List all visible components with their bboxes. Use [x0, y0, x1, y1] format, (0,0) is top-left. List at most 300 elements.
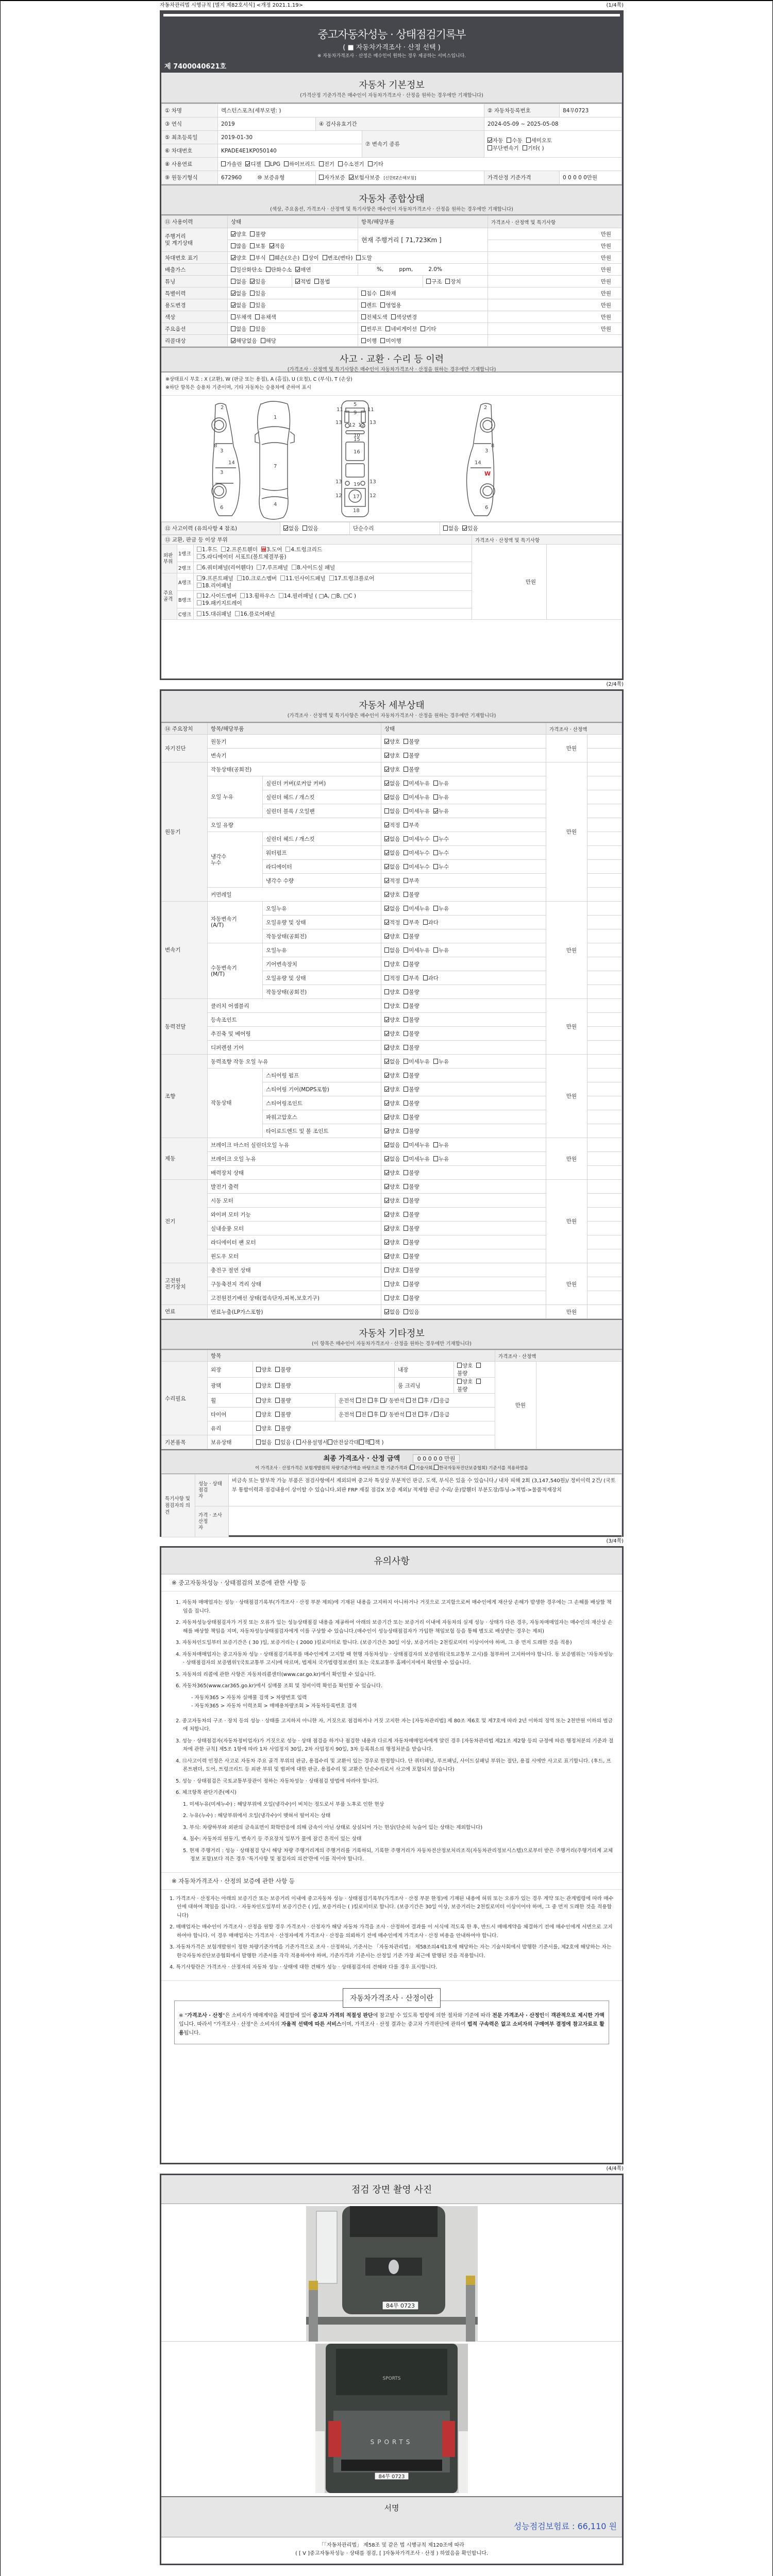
checkbox-option[interactable]	[404, 1267, 419, 1274]
checkbox-option[interactable]	[433, 1059, 449, 1065]
checked-box-icon[interactable]	[270, 243, 274, 248]
checkbox-option[interactable]	[231, 255, 246, 261]
checkbox-option[interactable]	[404, 1170, 419, 1176]
checkbox-option[interactable]	[404, 836, 430, 842]
checkbox-icon[interactable]	[221, 547, 226, 552]
checkbox-option[interactable]	[384, 1184, 400, 1190]
checkbox-option[interactable]	[384, 1198, 400, 1204]
checkbox-option[interactable]	[384, 1170, 400, 1176]
checked-box-icon[interactable]	[231, 302, 236, 308]
checkbox-icon[interactable]	[329, 575, 334, 581]
checkbox-icon[interactable]	[385, 326, 390, 331]
checkbox-option[interactable]	[250, 279, 265, 285]
checkbox-icon[interactable]	[197, 554, 201, 559]
checkbox-icon[interactable]	[303, 255, 308, 260]
checkbox-option[interactable]	[384, 1059, 400, 1065]
checkbox-icon[interactable]	[279, 593, 283, 598]
checkbox-option[interactable]	[384, 1281, 400, 1287]
checkbox-icon[interactable]	[434, 1412, 439, 1417]
checkbox-option[interactable]	[349, 175, 380, 181]
checkbox-icon[interactable]	[404, 1253, 408, 1259]
checkbox-icon[interactable]	[404, 1017, 408, 1022]
checkbox-option[interactable]	[231, 291, 246, 297]
checkbox-option[interactable]	[384, 892, 400, 898]
checkbox-option[interactable]	[404, 864, 430, 870]
checkbox-icon[interactable]	[356, 1398, 361, 1403]
checkbox-option[interactable]	[384, 1087, 400, 1093]
checkbox-option[interactable]	[231, 231, 246, 238]
checkbox-icon[interactable]	[250, 302, 255, 308]
checkbox-option[interactable]	[197, 547, 217, 553]
checkbox-icon[interactable]	[418, 1398, 423, 1403]
checkbox-icon[interactable]	[250, 291, 255, 296]
checkbox-option[interactable]	[433, 850, 449, 856]
checked-box-icon[interactable]	[384, 1031, 389, 1036]
checkbox-option[interactable]	[261, 338, 276, 344]
checkbox-icon[interactable]	[303, 526, 307, 531]
checkbox-option[interactable]	[384, 961, 400, 968]
checkbox-icon[interactable]	[433, 781, 438, 786]
checkbox-option[interactable]	[384, 906, 400, 912]
checkbox-icon[interactable]	[197, 575, 201, 581]
checkbox-icon[interactable]	[404, 1100, 408, 1106]
checkbox-icon[interactable]	[356, 255, 361, 260]
checkbox-option[interactable]	[384, 1253, 400, 1260]
checkbox-option[interactable]	[526, 138, 552, 144]
checkbox-icon[interactable]	[391, 314, 396, 319]
checkbox-option[interactable]	[338, 161, 364, 167]
checkbox-icon[interactable]	[404, 767, 408, 772]
checked-box-icon[interactable]	[384, 878, 389, 883]
checkbox-option[interactable]	[404, 1017, 419, 1023]
checked-box-icon[interactable]	[488, 138, 492, 143]
checkbox-option[interactable]	[404, 1128, 419, 1134]
checkbox-option[interactable]	[404, 1142, 430, 1148]
checkbox-icon[interactable]	[319, 161, 324, 166]
checkbox-option[interactable]	[384, 739, 400, 745]
checkbox-option[interactable]	[404, 1003, 419, 1009]
checked-box-icon[interactable]	[384, 850, 389, 855]
checked-box-icon[interactable]	[384, 1309, 389, 1314]
checkbox-icon[interactable]	[361, 302, 366, 308]
checked-box-icon[interactable]	[384, 864, 389, 869]
checkbox-option[interactable]	[433, 947, 449, 954]
checked-box-icon[interactable]	[384, 934, 389, 939]
checkbox-icon[interactable]	[423, 975, 428, 980]
checked-box-icon[interactable]	[250, 279, 255, 284]
checkbox-icon[interactable]	[404, 1170, 408, 1175]
checkbox-icon[interactable]	[404, 1281, 408, 1286]
checkbox-icon[interactable]	[384, 1281, 389, 1286]
checkbox-option[interactable]	[523, 145, 544, 151]
checked-box-icon[interactable]	[384, 753, 389, 758]
checkbox-icon[interactable]	[406, 1398, 411, 1403]
checked-box-icon[interactable]	[384, 906, 389, 911]
checked-box-icon[interactable]	[384, 1045, 389, 1050]
checked-box-icon[interactable]	[384, 1087, 389, 1092]
checkbox-icon[interactable]	[384, 947, 389, 953]
checkbox-icon[interactable]	[445, 279, 450, 284]
checkbox-option[interactable]	[404, 794, 430, 801]
checked-box-icon[interactable]	[384, 1184, 389, 1189]
checkbox-icon[interactable]	[404, 1059, 408, 1064]
checkbox-option[interactable]	[368, 161, 383, 167]
checked-box-icon[interactable]	[384, 1240, 389, 1245]
checkbox-option[interactable]	[380, 338, 401, 344]
checkbox-option[interactable]	[404, 1073, 419, 1079]
checkbox-option[interactable]	[404, 961, 419, 968]
checked-box-icon[interactable]	[384, 1212, 389, 1217]
checkbox-option[interactable]	[384, 975, 400, 981]
checkbox-option[interactable]	[404, 1226, 419, 1232]
checkbox-option[interactable]	[356, 255, 372, 261]
checkbox-option[interactable]	[197, 611, 231, 617]
checkbox-icon[interactable]	[257, 565, 261, 570]
checkbox-option[interactable]	[295, 267, 311, 273]
checkbox-option[interactable]	[250, 326, 265, 332]
checkbox-option[interactable]	[384, 1156, 400, 1162]
checkbox-option[interactable]	[384, 808, 400, 815]
checkbox-icon[interactable]	[384, 1295, 389, 1300]
checkbox-option[interactable]	[404, 1281, 419, 1287]
checkbox-icon[interactable]	[404, 975, 408, 980]
checkbox-icon[interactable]	[338, 161, 343, 166]
checked-box-icon[interactable]	[384, 1059, 389, 1064]
checkbox-icon[interactable]	[404, 878, 408, 883]
checkbox-icon[interactable]	[526, 138, 531, 143]
checkbox-icon[interactable]	[404, 794, 408, 800]
checkbox-option[interactable]	[361, 338, 377, 344]
checkbox-option[interactable]	[250, 243, 265, 249]
checkbox-option[interactable]	[384, 1017, 400, 1023]
checked-box-icon[interactable]	[384, 822, 389, 827]
checkbox-option[interactable]	[507, 138, 522, 144]
checkbox-icon[interactable]	[404, 1128, 408, 1133]
checkbox-option[interactable]	[384, 864, 400, 870]
checkbox-option[interactable]	[404, 1114, 419, 1121]
checkbox-icon[interactable]	[434, 1398, 439, 1403]
checkbox-icon[interactable]	[404, 739, 408, 744]
checkbox-icon[interactable]	[443, 526, 448, 531]
checkbox-icon[interactable]	[384, 989, 389, 994]
checkbox-icon[interactable]	[404, 836, 408, 841]
checked-box-icon[interactable]	[295, 267, 300, 272]
checkbox-option[interactable]	[245, 161, 261, 167]
checkbox-icon[interactable]	[404, 1212, 408, 1217]
checkbox-option[interactable]	[433, 781, 449, 787]
checkbox-icon[interactable]	[404, 989, 408, 994]
checkbox-option[interactable]	[384, 878, 400, 884]
checkbox-option[interactable]	[404, 920, 419, 926]
checkbox-icon[interactable]	[406, 1412, 411, 1417]
checkbox-option[interactable]	[295, 279, 311, 285]
checkbox-option[interactable]	[266, 267, 292, 273]
checkbox-icon[interactable]	[265, 161, 270, 166]
checkbox-option[interactable]	[280, 575, 326, 582]
checked-box-icon[interactable]	[384, 1100, 389, 1106]
checkbox-option[interactable]	[404, 808, 430, 815]
checkbox-icon[interactable]	[197, 600, 201, 605]
checkbox-icon[interactable]	[380, 1398, 385, 1403]
checkbox-icon[interactable]	[261, 338, 265, 343]
checkbox-option[interactable]	[255, 314, 276, 320]
checkbox-icon[interactable]	[523, 145, 527, 150]
checkbox-option[interactable]	[384, 753, 400, 759]
checkbox-option[interactable]	[197, 554, 287, 560]
checkbox-option[interactable]	[404, 1059, 430, 1065]
checkbox-icon[interactable]	[404, 1156, 408, 1161]
checkbox-option[interactable]	[384, 850, 400, 856]
checkbox-icon[interactable]	[384, 1003, 389, 1008]
checkbox-option[interactable]	[250, 255, 265, 261]
checkbox-option[interactable]	[361, 314, 388, 320]
checkbox-icon[interactable]	[404, 1198, 408, 1203]
checkbox-option[interactable]	[384, 934, 400, 940]
checkbox-option[interactable]	[404, 1087, 419, 1093]
checkbox-option[interactable]	[443, 526, 459, 532]
checkbox-option[interactable]	[231, 338, 257, 344]
checkbox-option[interactable]	[404, 1031, 419, 1037]
checkbox-icon[interactable]	[231, 314, 236, 319]
checkbox-icon[interactable]	[404, 1087, 408, 1092]
checkbox-option[interactable]	[426, 279, 442, 285]
checkbox-option[interactable]	[404, 739, 419, 745]
checked-box-icon[interactable]	[384, 1156, 389, 1161]
checkbox-icon[interactable]	[404, 1003, 408, 1008]
checkbox-icon[interactable]	[404, 850, 408, 855]
checkbox-icon[interactable]	[231, 267, 236, 272]
checkbox-option[interactable]	[404, 947, 430, 954]
checkbox-option[interactable]	[384, 1045, 400, 1051]
checkbox-icon[interactable]	[285, 547, 290, 552]
checkbox-option[interactable]	[423, 920, 439, 926]
checkbox-icon[interactable]	[197, 583, 201, 588]
checkbox-icon[interactable]	[433, 1142, 438, 1147]
checkbox-icon[interactable]	[404, 934, 408, 939]
checkbox-icon[interactable]	[433, 947, 438, 953]
checkbox-icon[interactable]	[404, 1114, 408, 1120]
checked-box-icon[interactable]	[384, 1226, 389, 1231]
checkbox-icon[interactable]	[197, 547, 201, 552]
checkbox-icon[interactable]	[404, 864, 408, 869]
checkbox-icon[interactable]	[368, 1412, 373, 1417]
checkbox-option[interactable]	[404, 989, 419, 995]
checkbox-option[interactable]	[197, 575, 233, 582]
checkbox-option[interactable]	[292, 565, 335, 571]
checkbox-option[interactable]	[384, 1240, 400, 1246]
checkbox-option[interactable]	[384, 989, 400, 995]
checked-box-icon[interactable]	[384, 794, 389, 800]
checkbox-option[interactable]	[404, 1253, 419, 1260]
checkbox-option[interactable]	[279, 593, 356, 599]
checkbox-icon[interactable]	[433, 864, 438, 869]
checkbox-icon[interactable]	[404, 1184, 408, 1189]
checkbox-option[interactable]	[384, 947, 400, 954]
checkbox-option[interactable]	[384, 1212, 400, 1218]
checkbox-icon[interactable]	[270, 255, 274, 260]
checkbox-option[interactable]	[384, 794, 400, 801]
checkbox-option[interactable]	[319, 175, 345, 181]
checkbox-icon[interactable]	[404, 808, 408, 814]
checkbox-option[interactable]	[323, 255, 353, 261]
checkbox-option[interactable]	[488, 145, 519, 151]
checkbox-option[interactable]	[385, 326, 417, 332]
checkbox-icon[interactable]	[380, 1412, 385, 1417]
checked-box-icon[interactable]	[384, 1198, 389, 1203]
checked-box-icon[interactable]	[231, 291, 236, 296]
checkbox-icon[interactable]	[266, 267, 271, 272]
checkbox-icon[interactable]	[361, 338, 366, 343]
checkbox-icon[interactable]	[237, 575, 242, 581]
checked-box-icon[interactable]	[384, 920, 389, 925]
checked-box-icon[interactable]	[384, 1142, 389, 1147]
checkbox-icon[interactable]	[404, 1226, 408, 1231]
checkbox-option[interactable]	[231, 326, 246, 332]
checked-box-icon[interactable]	[384, 1114, 389, 1120]
checkbox-option[interactable]	[404, 906, 430, 912]
checkbox-icon[interactable]	[433, 850, 438, 855]
checkbox-option[interactable]	[237, 575, 277, 582]
checkbox-option[interactable]	[384, 1226, 400, 1232]
checkbox-icon[interactable]	[250, 255, 255, 260]
checkbox-option[interactable]	[329, 575, 375, 582]
checkbox-icon[interactable]	[404, 947, 408, 953]
checked-box-icon[interactable]	[384, 1170, 389, 1175]
checkbox-option[interactable]	[361, 302, 377, 309]
checkbox-icon[interactable]	[380, 291, 385, 296]
checkbox-icon[interactable]	[380, 302, 385, 308]
checked-box-icon[interactable]	[231, 255, 236, 260]
checkbox-option[interactable]	[384, 767, 400, 773]
checkbox-icon[interactable]	[418, 1412, 423, 1417]
checkbox-option[interactable]	[421, 326, 436, 332]
checkbox-icon[interactable]	[433, 794, 438, 800]
checkbox-option[interactable]	[257, 565, 288, 571]
checkbox-option[interactable]	[221, 161, 242, 167]
checkbox-icon[interactable]	[433, 1059, 438, 1064]
checkbox-option[interactable]	[283, 526, 299, 532]
checkbox-icon[interactable]	[426, 279, 431, 284]
checkbox-icon[interactable]	[404, 1073, 408, 1078]
checkbox-icon[interactable]	[292, 565, 296, 570]
checkbox-option[interactable]	[384, 836, 400, 842]
checkbox-option[interactable]	[261, 547, 282, 553]
checkbox-option[interactable]	[445, 279, 461, 285]
checkbox-option[interactable]	[488, 138, 503, 144]
checkbox-option[interactable]	[384, 1003, 400, 1009]
checked-box-icon[interactable]	[384, 781, 389, 786]
checkbox-option[interactable]	[404, 1212, 419, 1218]
checkbox-icon[interactable]	[356, 1412, 361, 1417]
checked-box-icon[interactable]	[384, 1017, 389, 1022]
checkbox-icon[interactable]	[404, 1045, 408, 1050]
checkbox-option[interactable]	[404, 1045, 419, 1051]
checkbox-icon[interactable]	[404, 961, 408, 967]
checkbox-option[interactable]	[404, 892, 419, 898]
checkbox-icon[interactable]	[380, 338, 385, 343]
checkbox-icon[interactable]	[404, 1031, 408, 1036]
checkbox-option[interactable]	[231, 314, 251, 320]
checked-box-icon[interactable]	[283, 526, 288, 531]
checkbox-icon[interactable]	[433, 836, 438, 841]
checkbox-icon[interactable]	[404, 906, 408, 911]
checkbox-icon[interactable]	[319, 175, 324, 180]
checked-box-icon[interactable]	[231, 338, 236, 343]
checkbox-option[interactable]	[231, 267, 262, 273]
checkbox-option[interactable]	[404, 1100, 419, 1107]
checkbox-option[interactable]	[231, 302, 246, 309]
checkbox-option[interactable]	[197, 593, 237, 599]
checkbox-option[interactable]	[197, 583, 231, 589]
checkbox-option[interactable]	[250, 291, 265, 297]
checked-box-icon[interactable]	[384, 1253, 389, 1259]
checkbox-option[interactable]	[314, 279, 330, 285]
checkbox-icon[interactable]	[197, 611, 201, 616]
checkbox-icon[interactable]	[433, 906, 438, 911]
checked-box-icon[interactable]	[384, 1073, 389, 1078]
checkbox-option[interactable]	[433, 864, 449, 870]
checkbox-icon[interactable]	[323, 255, 327, 260]
checkbox-option[interactable]	[361, 326, 382, 332]
checkbox-icon[interactable]	[423, 920, 428, 925]
checkbox-option[interactable]	[284, 161, 315, 167]
checkbox-icon[interactable]	[384, 975, 389, 980]
checkbox-icon[interactable]	[404, 920, 408, 925]
checkbox-icon[interactable]	[404, 892, 408, 897]
checkbox-option[interactable]	[380, 291, 396, 297]
checkbox-option[interactable]	[404, 1295, 419, 1301]
checkbox-icon[interactable]	[197, 593, 201, 598]
checked-box-icon[interactable]	[349, 175, 354, 180]
checkbox-icon[interactable]	[404, 1240, 408, 1245]
checkbox-option[interactable]	[240, 593, 275, 599]
checkbox-icon[interactable]	[284, 161, 289, 166]
checkbox-option[interactable]	[433, 1142, 449, 1148]
checkbox-option[interactable]	[270, 255, 300, 261]
checkbox-option[interactable]	[384, 781, 400, 787]
checkbox-option[interactable]	[404, 1198, 419, 1204]
checkbox-option[interactable]	[404, 1156, 430, 1162]
checkbox-option[interactable]	[250, 231, 265, 238]
checkbox-option[interactable]	[404, 767, 419, 773]
checkbox-option[interactable]	[235, 611, 275, 617]
checked-box-icon[interactable]	[462, 526, 467, 531]
checkbox-option[interactable]	[285, 547, 322, 553]
checkbox-icon[interactable]	[404, 822, 408, 827]
checkbox-icon[interactable]	[235, 611, 240, 616]
checkbox-icon[interactable]	[255, 314, 260, 319]
checkbox-option[interactable]	[404, 850, 430, 856]
checkbox-option[interactable]	[231, 243, 246, 249]
checkbox-option[interactable]	[404, 975, 419, 981]
checkbox-option[interactable]	[384, 822, 400, 828]
checkbox-icon[interactable]	[240, 593, 245, 598]
checked-box-icon[interactable]	[384, 767, 389, 772]
checkbox-option[interactable]	[404, 1184, 419, 1190]
checkbox-option[interactable]	[361, 291, 377, 297]
checked-box-icon[interactable]	[245, 161, 250, 166]
checkbox-icon[interactable]	[368, 1398, 373, 1403]
checked-box-icon[interactable]	[231, 231, 236, 236]
checkbox-option[interactable]	[433, 794, 449, 801]
checkbox-icon[interactable]	[368, 161, 373, 166]
checkbox-option[interactable]	[423, 975, 439, 981]
checkbox-option[interactable]	[380, 302, 401, 309]
checkbox-icon[interactable]	[488, 145, 492, 150]
checkbox-option[interactable]	[270, 243, 285, 249]
checkbox-icon[interactable]	[404, 1309, 408, 1314]
checkbox-icon[interactable]	[361, 326, 366, 331]
